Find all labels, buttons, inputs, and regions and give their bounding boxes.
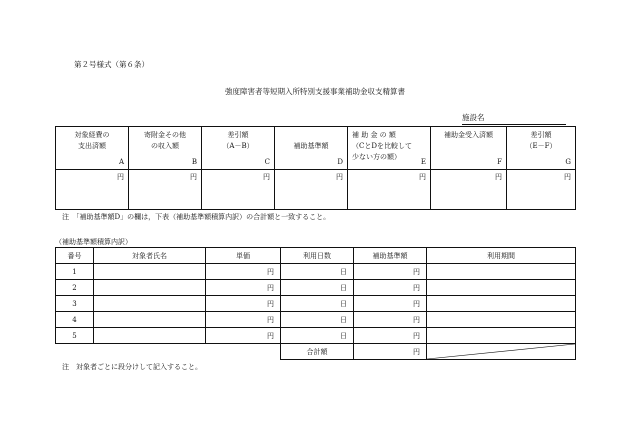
amount-cell[interactable]: 円 xyxy=(354,312,427,328)
note-subsidy-standard: 注 「補助基準額D」の欄は，下表（補助基準額積算内訳）の合計額と一致すること。 xyxy=(62,213,331,221)
header-unit-price: 単価 xyxy=(206,248,281,264)
price-cell[interactable]: 円 xyxy=(206,296,281,312)
period-cell[interactable] xyxy=(427,264,576,280)
header-expenditure: 対象経費の 支出済額 A xyxy=(56,127,129,170)
days-cell[interactable]: 日 xyxy=(281,264,354,280)
name-cell[interactable] xyxy=(94,280,206,296)
price-cell[interactable]: 円 xyxy=(206,280,281,296)
header-period: 利用期間 xyxy=(427,248,576,264)
diagonal-blank-cell xyxy=(427,344,576,360)
table-row xyxy=(56,280,576,296)
header-name: 対象者氏名 xyxy=(94,248,206,264)
days-cell[interactable]: 日 xyxy=(281,296,354,312)
period-cell[interactable] xyxy=(427,296,576,312)
table-row xyxy=(56,312,576,328)
period-cell[interactable] xyxy=(427,280,576,296)
header-number: 番号 xyxy=(56,248,94,264)
days-cell[interactable]: 日 xyxy=(281,280,354,296)
row-number: 2 xyxy=(56,280,94,296)
settlement-table xyxy=(55,126,576,210)
value-cell-e[interactable]: 円 xyxy=(348,170,431,210)
value-cell-g[interactable]: 円 xyxy=(507,170,576,210)
diagonal-line xyxy=(427,344,575,359)
row-number: 4 xyxy=(56,312,94,328)
header-subsidy-received: 補助金受入済額 F xyxy=(431,127,507,170)
breakdown-caption: （補助基準額積算内訳） xyxy=(55,238,132,246)
price-cell[interactable]: 円 xyxy=(206,312,281,328)
header-standard-amount: 補助基準額 xyxy=(354,248,427,264)
period-cell[interactable] xyxy=(427,312,576,328)
amount-cell[interactable]: 円 xyxy=(354,296,427,312)
value-cell-b[interactable]: 円 xyxy=(129,170,202,210)
value-cell-a[interactable]: 円 xyxy=(56,170,129,210)
row-number: 3 xyxy=(56,296,94,312)
name-cell[interactable] xyxy=(94,264,206,280)
form-number: 第２号様式（第６条） xyxy=(74,60,149,69)
header-difference-ef: 差引額 （E－F） G xyxy=(507,127,576,170)
total-row xyxy=(56,344,576,360)
value-cell-d[interactable]: 円 xyxy=(275,170,348,210)
document-title: 強度障害者等短期入所特別支援事業補助金収支精算書 xyxy=(225,87,405,96)
name-cell[interactable] xyxy=(94,296,206,312)
amount-cell[interactable]: 円 xyxy=(354,328,427,344)
table-row xyxy=(56,328,576,344)
amount-cell[interactable]: 円 xyxy=(354,280,427,296)
note-per-person: 注 対象者ごとに段分けして記入すること。 xyxy=(62,363,202,371)
table-row xyxy=(56,296,576,312)
total-amount-cell[interactable]: 円 xyxy=(354,344,427,360)
header-difference-ab: 差引額 （A－B） C xyxy=(202,127,275,170)
days-cell[interactable]: 日 xyxy=(281,328,354,344)
days-cell[interactable]: 日 xyxy=(281,312,354,328)
header-days: 利用日数 xyxy=(281,248,354,264)
header-subsidy-amount: 補 助 金 の 額 （CとDを比較して 少ない方の額） E xyxy=(348,127,431,170)
price-cell[interactable]: 円 xyxy=(206,328,281,344)
facility-name-field[interactable]: 施設名 xyxy=(462,112,566,125)
table-row xyxy=(56,264,576,280)
total-label: 合計額 xyxy=(281,344,354,360)
amount-cell[interactable]: 円 xyxy=(354,264,427,280)
name-cell[interactable] xyxy=(94,328,206,344)
row-number: 1 xyxy=(56,264,94,280)
row-number: 5 xyxy=(56,328,94,344)
price-cell[interactable]: 円 xyxy=(206,264,281,280)
header-subsidy-standard: 補助基準額 D xyxy=(275,127,348,170)
name-cell[interactable] xyxy=(94,312,206,328)
period-cell[interactable] xyxy=(427,328,576,344)
value-cell-f[interactable]: 円 xyxy=(431,170,507,210)
value-cell-c[interactable]: 円 xyxy=(202,170,275,210)
header-donation-income: 寄附金その他 の収入額 B xyxy=(129,127,202,170)
breakdown-table xyxy=(55,247,576,360)
